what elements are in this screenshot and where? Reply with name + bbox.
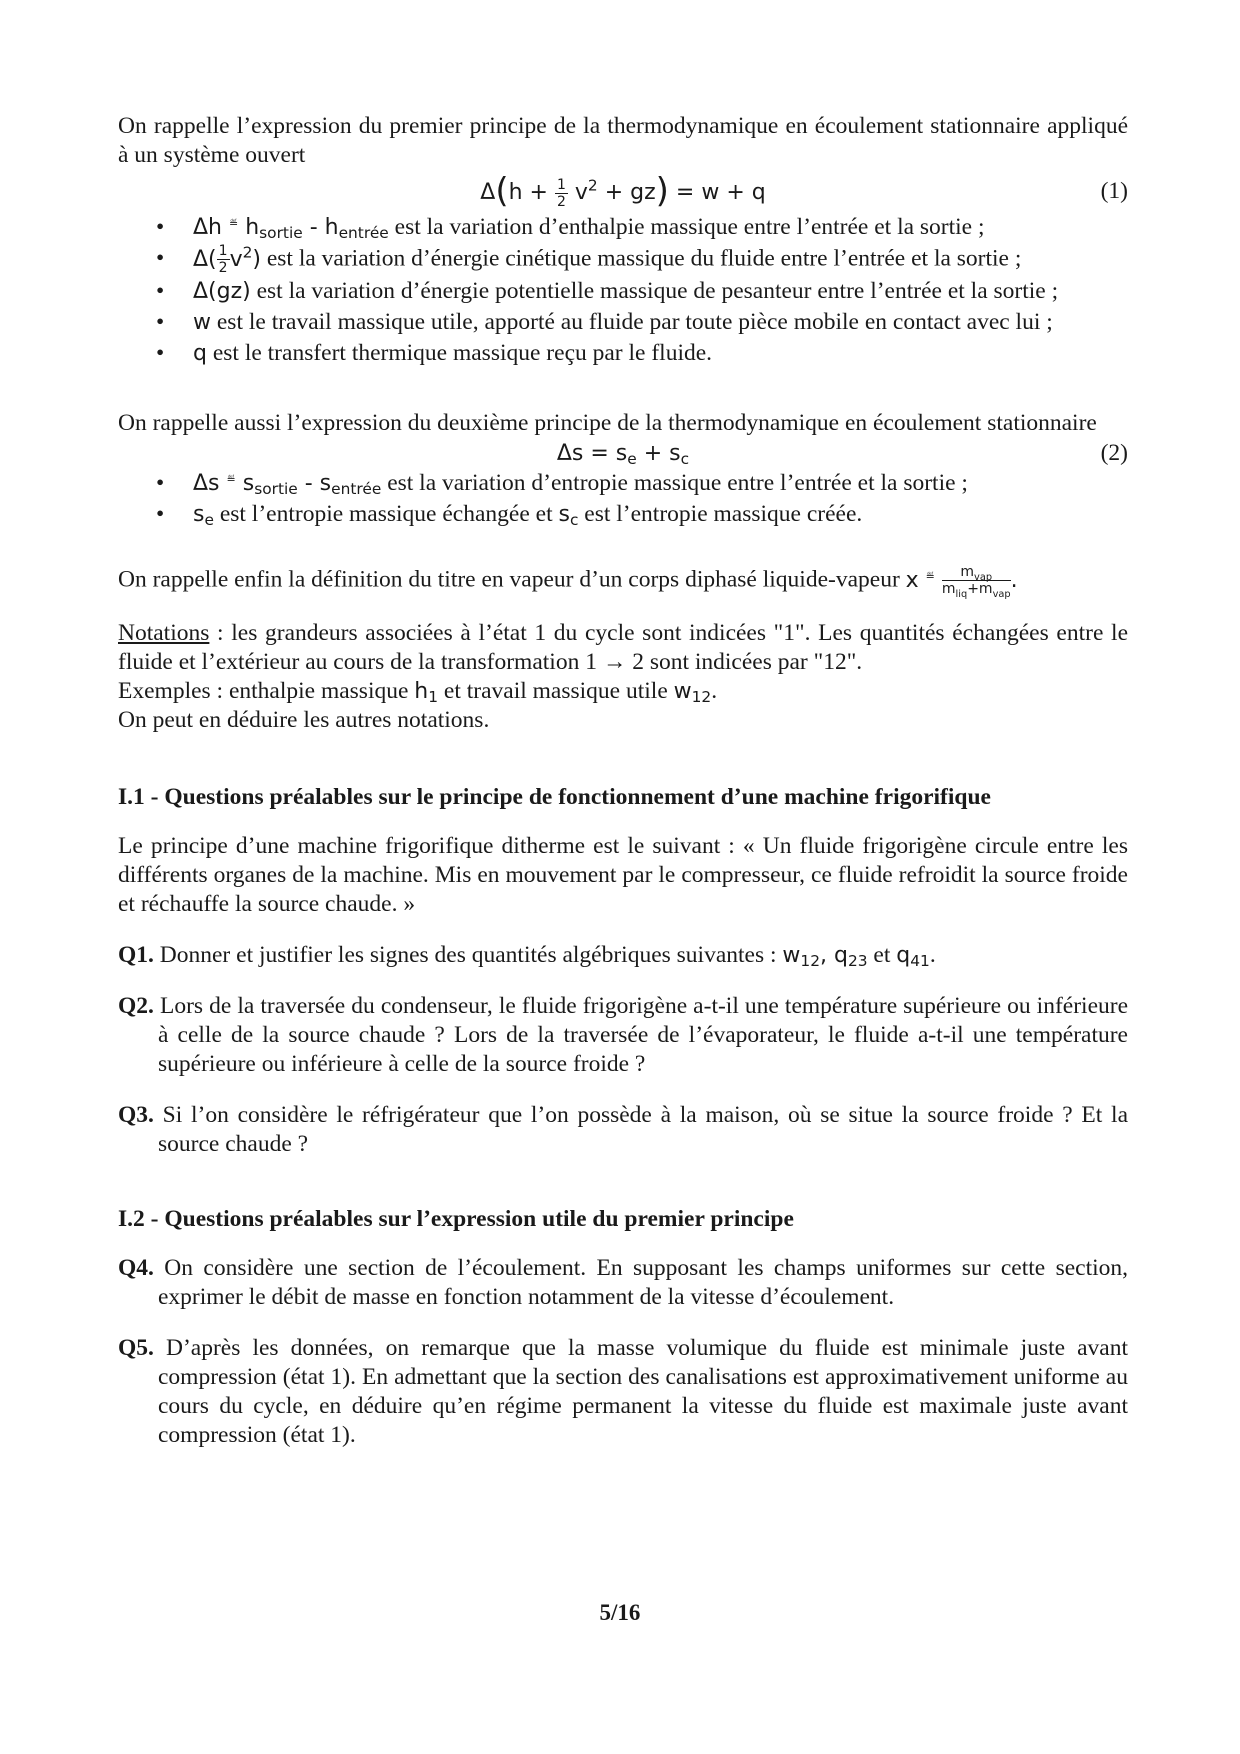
bullet-list-1 bbox=[118, 212, 1128, 369]
page-content bbox=[118, 112, 1128, 1450]
list-item: • w est le travail massique utile, apporté au fluide par toute pièce mobile en contact avec lui ; bbox=[118, 307, 1128, 338]
list-item: • Δ(gz) est la variation d’énergie potentielle massique de pesanteur entre l’entrée et la sortie ; bbox=[118, 276, 1128, 307]
bullet-list-2 bbox=[118, 468, 1128, 530]
page-number: 5/16 bbox=[599, 1600, 641, 1625]
question-5: Q5. D’après les données, on remarque que la masse volumique du fluide est minimale juste avant compression (état 1). En admettant que la section des canalisations est approximativement uniforme au cours du cycle, en déduire qu’en régime permanent la vitesse du fluide est maximale juste avant compression (état 1). bbox=[118, 1335, 1129, 1448]
equation-1-number: (1) bbox=[1100, 178, 1128, 204]
intro-first-principle: On rappelle l’expression du premier principe de la thermodynamique en écoulement stationnaire appliqué à un système ouvert bbox=[118, 113, 1128, 168]
equation-2-formula: $\Delta s = s_e + s_c$ bbox=[556, 441, 690, 468]
section-2-title: I.2 - Questions préalables sur l’expression utile du premier principe bbox=[118, 1206, 794, 1232]
question-1: Q1. Donner et justifier les signes des quantités algébriques suivantes : $w_{12}$, $q_{23}$ et $q_{41}$. bbox=[118, 942, 936, 970]
equation-2-number: (2) bbox=[1100, 440, 1128, 466]
question-2: Q2. Lors de la traversée du condenseur, le fluide frigorigène a-t-il une température supérieure ou inférieure à celle de la source chaude ? Lors de la traversée de l’évaporateur, le fluide a-t-il une température supérieure ou inférieure à celle de la source froide ? bbox=[118, 993, 1129, 1077]
list-item: • Δh ≝ $h_{sortie} - h_{entrée}$ est la variation d’enthalpie massique entre l’entrée et la sortie ; bbox=[118, 212, 1128, 243]
examples-line: Exemples : enthalpie massique $h_1$ et travail massique utile $w_{12}$. bbox=[118, 678, 718, 706]
list-item: • q est le transfert thermique massique reçu par le fluide. bbox=[118, 338, 1128, 369]
question-3: Q3. Si l’on considère le réfrigérateur que l’on possède à la maison, où se situe la source froide ? Et la source chaude ? bbox=[118, 1102, 1129, 1157]
list-item: • Δs ≝ $s_{sortie} - s_{entrée}$ est la variation d’entropie massique entre l’entrée et la sortie ; bbox=[118, 468, 1128, 499]
section-1-title: I.1 - Questions préalables sur le principe de fonctionnement d’une machine frigorifique bbox=[118, 784, 991, 810]
section-1-intro: Le principe d’une machine frigorifique ditherme est le suivant : « Un fluide frigorigène circule entre les différents organes de la machine. Mis en mouvement par le compresseur, ce fluide refroidit la source froide et réchauffe la source chaude. » bbox=[118, 833, 1128, 917]
intro-vapor-title: On rappelle enfin la définition du titre en vapeur d’un corps diphasé liquide-vapeur x ≝ $\frac{m_{vap}}{m_{liq}+m_{vap}}$ . bbox=[118, 564, 1018, 600]
list-item: • Δ( $\frac{1}{2}$ $v^2$) est la variation d’énergie cinétique massique du fluide entre l’entrée et la sortie ; bbox=[118, 243, 1128, 276]
question-4: Q4. On considère une section de l’écoulement. En supposant les champs uniformes sur cette section, exprimer le débit de masse en fonction notamment de la vitesse d’écoulement. bbox=[118, 1255, 1129, 1310]
equation-2 bbox=[118, 438, 1128, 468]
intro-second-principle: On rappelle aussi l’expression du deuxième principe de la thermodynamique en écoulement stationnaire bbox=[118, 410, 1097, 436]
list-item: • $s_e$ est l’entropie massique échangée et $s_c$ est l’entropie massique créée. bbox=[118, 499, 1128, 530]
equation-1-formula: Δ(h + $\frac{1}{2}$ $v^2 + gz) = w + q$ bbox=[480, 171, 766, 211]
deduce-line: On peut en déduire les autres notations. bbox=[118, 707, 490, 733]
notations-paragraph: Notations : les grandeurs associées à l’état 1 du cycle sont indicées "1". Les quantités échangées entre le fluide et l’extérieur au cours de la transformation 1 → 2 sont indicées par "12". bbox=[118, 620, 1128, 675]
equation-1 bbox=[118, 170, 1128, 212]
